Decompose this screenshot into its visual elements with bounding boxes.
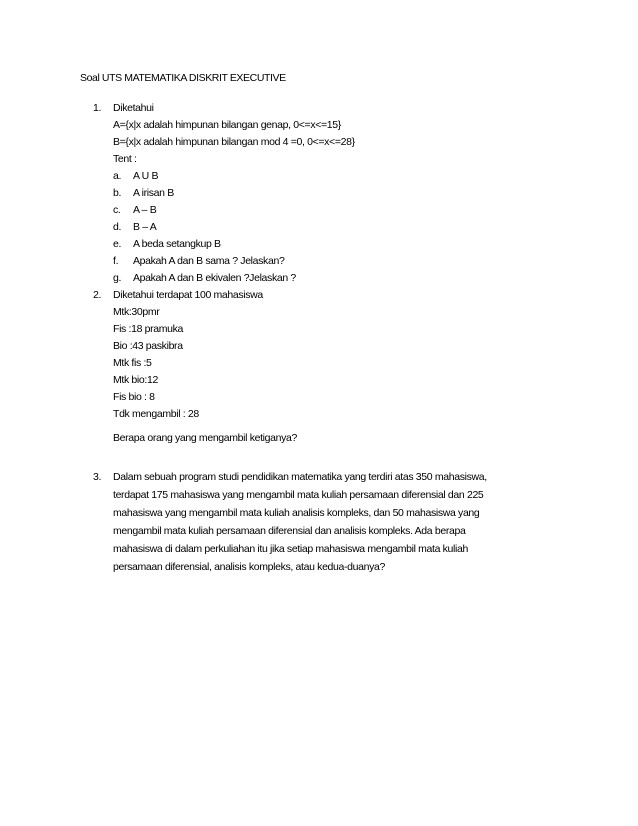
data-line-7: Tdk mengambil : 28	[113, 408, 199, 420]
sub-item-a-letter: a.	[113, 170, 122, 182]
data-line-5: Mtk bio:12	[113, 374, 158, 386]
sub-item-f-text: Apakah A dan B sama ? Jelaskan?	[133, 255, 285, 267]
question-3-line-3: mahasiswa yang mengambil mata kuliah analisis kompleks, dan 50 mahasiswa yang	[113, 507, 480, 519]
sub-item-e-text: A beda setangkup B	[133, 238, 221, 250]
sub-item-b-letter: b.	[113, 187, 122, 199]
question-1-number: 1.	[93, 102, 102, 114]
document-title: Soal UTS MATEMATIKA DISKRIT EXECUTIVE	[80, 72, 286, 84]
question-1-tent: Tent :	[113, 153, 137, 165]
sub-item-e-letter: e.	[113, 238, 122, 250]
question-3-line-2: terdapat 175 mahasiswa yang mengambil mata kuliah persamaan diferensial dan 225	[113, 489, 484, 501]
question-3-line-1: Dalam sebuah program studi pendidikan matematika yang terdiri atas 350 mahasiswa,	[113, 471, 487, 483]
question-3-line-5: mahasiswa di dalam perkuliahan itu jika setiap mahasiswa mengambil mata kuliah	[113, 543, 468, 555]
sub-item-d-letter: d.	[113, 221, 122, 233]
set-a-definition: A={x|x adalah himpunan bilangan genap, 0<=x<=15}	[113, 119, 341, 131]
set-b-definition: B={x|x adalah himpunan bilangan mod 4 =0, 0<=x<=28}	[113, 136, 355, 148]
sub-item-c-text: A – B	[133, 204, 157, 216]
question-3-line-4: mengambil mata kuliah persamaan diferensial dan analisis kompleks. Ada berapa	[113, 525, 466, 537]
question-3-number: 3.	[93, 471, 102, 483]
question-2-intro: Diketahui terdapat 100 mahasiswa	[113, 289, 263, 301]
question-3-line-6: persamaan diferensial, analisis kompleks, atau kedua-duanya?	[113, 561, 386, 573]
data-line-6: Fis bio : 8	[113, 391, 155, 403]
question-2-number: 2.	[93, 289, 102, 301]
sub-item-d-text: B – A	[133, 221, 157, 233]
sub-item-g-letter: g.	[113, 272, 122, 284]
question-2-question: Berapa orang yang mengambil ketiganya?	[113, 432, 297, 444]
data-line-4: Mtk fis :5	[113, 357, 152, 369]
data-line-1: Mtk:30pmr	[113, 306, 160, 318]
sub-item-b-text: A irisan B	[133, 187, 174, 199]
data-line-2: Fis :18 pramuka	[113, 323, 184, 335]
sub-item-f-letter: f.	[113, 255, 119, 267]
sub-item-a-text: A U B	[133, 170, 159, 182]
sub-item-c-letter: c.	[113, 204, 121, 216]
data-line-3: Bio :43 paskibra	[113, 340, 183, 352]
sub-item-g-text: Apakah A dan B ekivalen ?Jelaskan ?	[133, 272, 296, 284]
question-1-intro: Diketahui	[113, 102, 154, 114]
